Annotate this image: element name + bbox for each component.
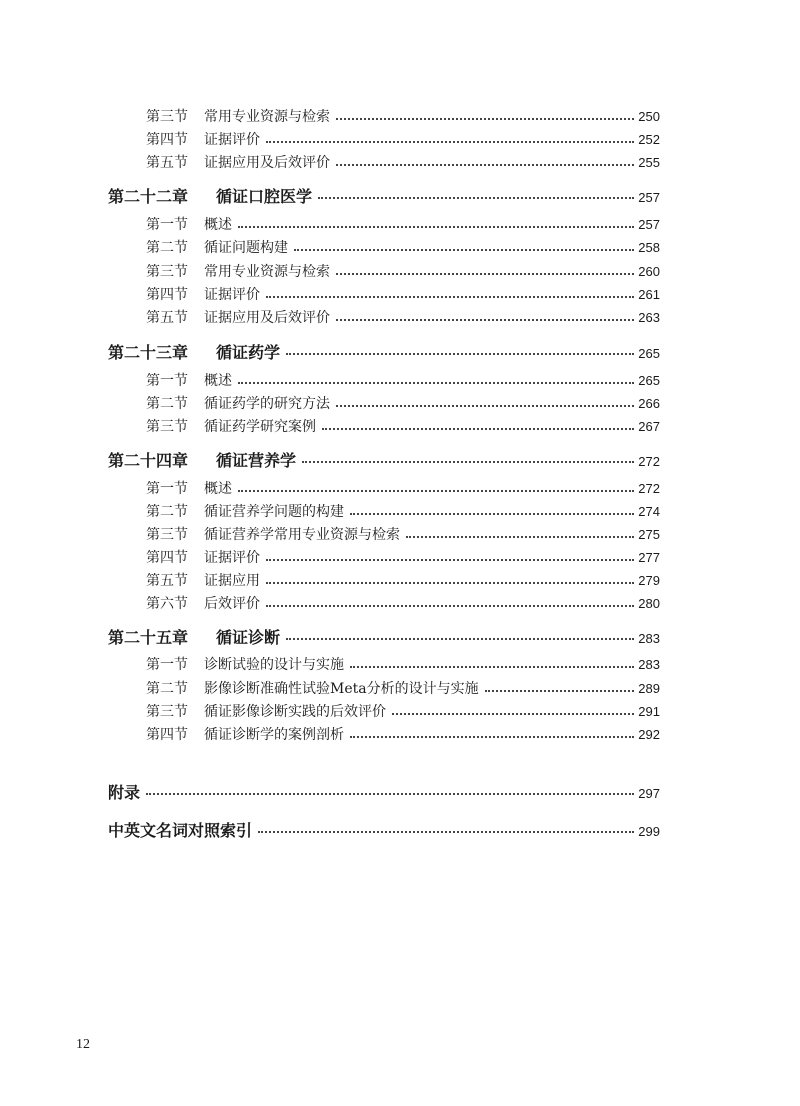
toc-entry-page: 250: [638, 109, 660, 124]
toc-entry-title: 循证营养学: [216, 451, 297, 470]
toc-entry-page: 280: [638, 596, 660, 611]
toc-section-entry: [146, 307, 660, 327]
toc-entry-title: 常用专业资源与检索: [204, 109, 330, 125]
toc-entry-number: 第六节: [146, 596, 188, 612]
dot-leader: [238, 225, 634, 228]
toc-entry-number: 第三节: [146, 109, 188, 125]
dot-leader: [318, 196, 634, 199]
toc-entry-number: 第二十三章: [108, 343, 189, 362]
dot-leader: [336, 117, 634, 120]
toc-entry-number: 第二节: [146, 681, 188, 697]
toc-entry-title: 循证口腔医学: [216, 187, 313, 206]
toc-section-entry: [146, 524, 660, 544]
toc-entry-title: 证据评价: [204, 550, 260, 566]
toc-entry-number: 第三节: [146, 419, 188, 435]
toc-entry-page: 299: [638, 824, 660, 839]
toc-section-entry: [146, 416, 660, 436]
dot-leader: [302, 460, 634, 463]
toc-entry-page: 277: [638, 550, 660, 565]
toc-entry-title: 循证药学的研究方法: [204, 396, 330, 412]
dot-leader: [322, 427, 634, 430]
dot-leader: [266, 604, 634, 607]
toc-section-entry: [146, 393, 660, 413]
dot-leader: [294, 248, 634, 251]
toc-entry-number: 第四节: [146, 727, 188, 743]
dot-leader: [238, 489, 634, 492]
toc-entry-number: 第一节: [146, 481, 188, 497]
toc-entry-page: 279: [638, 573, 660, 588]
toc-entry-title: 循证营养学问题的构建: [204, 504, 344, 520]
dot-leader: [266, 581, 634, 584]
dot-leader: [406, 535, 634, 538]
toc-section-entry: [146, 501, 660, 521]
toc-entry-number: 第二十四章: [108, 451, 189, 470]
toc-section-entry: [146, 478, 660, 498]
toc-appendix-entry: [108, 818, 660, 840]
toc-entry-number: 第二节: [146, 504, 188, 520]
toc-chapter-entry: [108, 184, 660, 206]
toc-entry-number: 第一节: [146, 217, 188, 233]
toc-entry-number: 第五节: [146, 573, 188, 589]
toc-entry-number: 第一节: [146, 657, 188, 673]
dot-leader: [266, 295, 634, 298]
page-number: 12: [76, 1037, 90, 1052]
toc-entry-page: 265: [638, 346, 660, 361]
toc-entry-number: 第一节: [146, 373, 188, 389]
toc-chapter-entry: [108, 340, 660, 362]
toc-section-entry: [146, 261, 660, 281]
toc-section-entry: [146, 654, 660, 674]
toc-entry-page: 272: [638, 454, 660, 469]
toc-entry-number: 第四节: [146, 132, 188, 148]
toc-entry-title: 概述: [204, 217, 232, 233]
toc-entry-page: 257: [638, 217, 660, 232]
toc-entry-number: 第二十二章: [108, 187, 189, 206]
dot-leader: [336, 163, 634, 166]
toc-entry-number: 第五节: [146, 155, 188, 171]
toc-entry-page: 265: [638, 373, 660, 388]
toc-entry-title: 证据应用及后效评价: [204, 310, 330, 326]
toc-section-entry: [146, 214, 660, 234]
dot-leader: [146, 792, 634, 795]
toc-entry-page: 252: [638, 132, 660, 147]
dot-leader: [392, 712, 634, 715]
toc-entry-page: 283: [638, 657, 660, 672]
toc-section-entry: [146, 237, 660, 257]
toc-entry-number: 第三节: [146, 527, 188, 543]
toc-section-entry: [146, 284, 660, 304]
toc-entry-page: 275: [638, 527, 660, 542]
dot-leader: [336, 404, 634, 407]
toc-entry-title: 附录: [108, 783, 141, 802]
dot-leader: [485, 689, 635, 692]
toc-entry-page: 261: [638, 287, 660, 302]
dot-leader: [336, 272, 634, 275]
dot-leader: [286, 637, 634, 640]
toc-section-entry: [146, 678, 660, 698]
toc-entry-title: 诊断试验的设计与实施: [204, 657, 344, 673]
toc-entry-page: 297: [638, 786, 660, 801]
toc-entry-number: 第三节: [146, 264, 188, 280]
toc-section-entry: [146, 724, 660, 744]
toc-entry-title: 循证影像诊断实践的后效评价: [204, 704, 386, 720]
toc-entry-title: 证据应用及后效评价: [204, 155, 330, 171]
dot-leader: [350, 665, 634, 668]
dot-leader: [350, 512, 634, 515]
toc-section-entry: [146, 547, 660, 567]
toc-entry-page: 257: [638, 190, 660, 205]
toc-entry-page: 267: [638, 419, 660, 434]
toc-entry-page: 274: [638, 504, 660, 519]
toc-section-entry: [146, 106, 660, 126]
toc-entry-title: 循证诊断: [216, 628, 281, 647]
toc-entry-title: 循证问题构建: [204, 240, 288, 256]
toc-entry-number: 第三节: [146, 704, 188, 720]
toc-entry-page: 255: [638, 155, 660, 170]
toc-entry-number: 第四节: [146, 550, 188, 566]
toc-entry-title: 循证药学研究案例: [204, 419, 316, 435]
dot-leader: [336, 318, 634, 321]
toc-entry-number: 第二节: [146, 396, 188, 412]
toc-entry-page: 266: [638, 396, 660, 411]
toc-entry-title: 常用专业资源与检索: [204, 264, 330, 280]
toc-entry-number: 第四节: [146, 287, 188, 303]
toc-section-entry: [146, 370, 660, 390]
toc-entry-title: 后效评价: [204, 596, 260, 612]
toc-entry-page: 263: [638, 310, 660, 325]
toc-entry-title: 证据应用: [204, 573, 260, 589]
toc-entry-title: 证据评价: [204, 287, 260, 303]
toc-entry-page: 260: [638, 264, 660, 279]
toc-section-entry: [146, 701, 660, 721]
toc-entry-page: 292: [638, 727, 660, 742]
dot-leader: [286, 352, 634, 355]
toc-entry-page: 289: [638, 681, 660, 696]
toc-entry-title: 循证营养学常用专业资源与检索: [204, 527, 400, 543]
toc-entry-title: 影像诊断准确性试验Meta分析的设计与实施: [204, 681, 479, 697]
dot-leader: [350, 735, 634, 738]
toc-entry-title: 循证药学: [216, 343, 281, 362]
toc-section-entry: [146, 593, 660, 613]
dot-leader: [266, 558, 634, 561]
toc-chapter-entry: [108, 625, 660, 647]
toc-appendix-entry: [108, 780, 660, 802]
toc-entry-page: 258: [638, 240, 660, 255]
toc-section-entry: [146, 570, 660, 590]
toc-entry-title: 证据评价: [204, 132, 260, 148]
dot-leader: [266, 140, 634, 143]
dot-leader: [258, 830, 634, 833]
dot-leader: [238, 381, 634, 384]
toc-section-entry: [146, 152, 660, 172]
toc-entry-number: 第二十五章: [108, 628, 189, 647]
toc-entry-number: 第二节: [146, 240, 188, 256]
toc-entry-page: 272: [638, 481, 660, 496]
toc-entry-page: 283: [638, 631, 660, 646]
toc-entry-number: 第五节: [146, 310, 188, 326]
toc-entry-title: 概述: [204, 373, 232, 389]
toc-section-entry: [146, 129, 660, 149]
toc-chapter-entry: [108, 448, 660, 470]
toc-entry-title: 循证诊断学的案例剖析: [204, 727, 344, 743]
toc-entry-title: 中英文名词对照索引: [108, 821, 253, 840]
toc-entry-title: 概述: [204, 481, 232, 497]
toc-entry-page: 291: [638, 704, 660, 719]
